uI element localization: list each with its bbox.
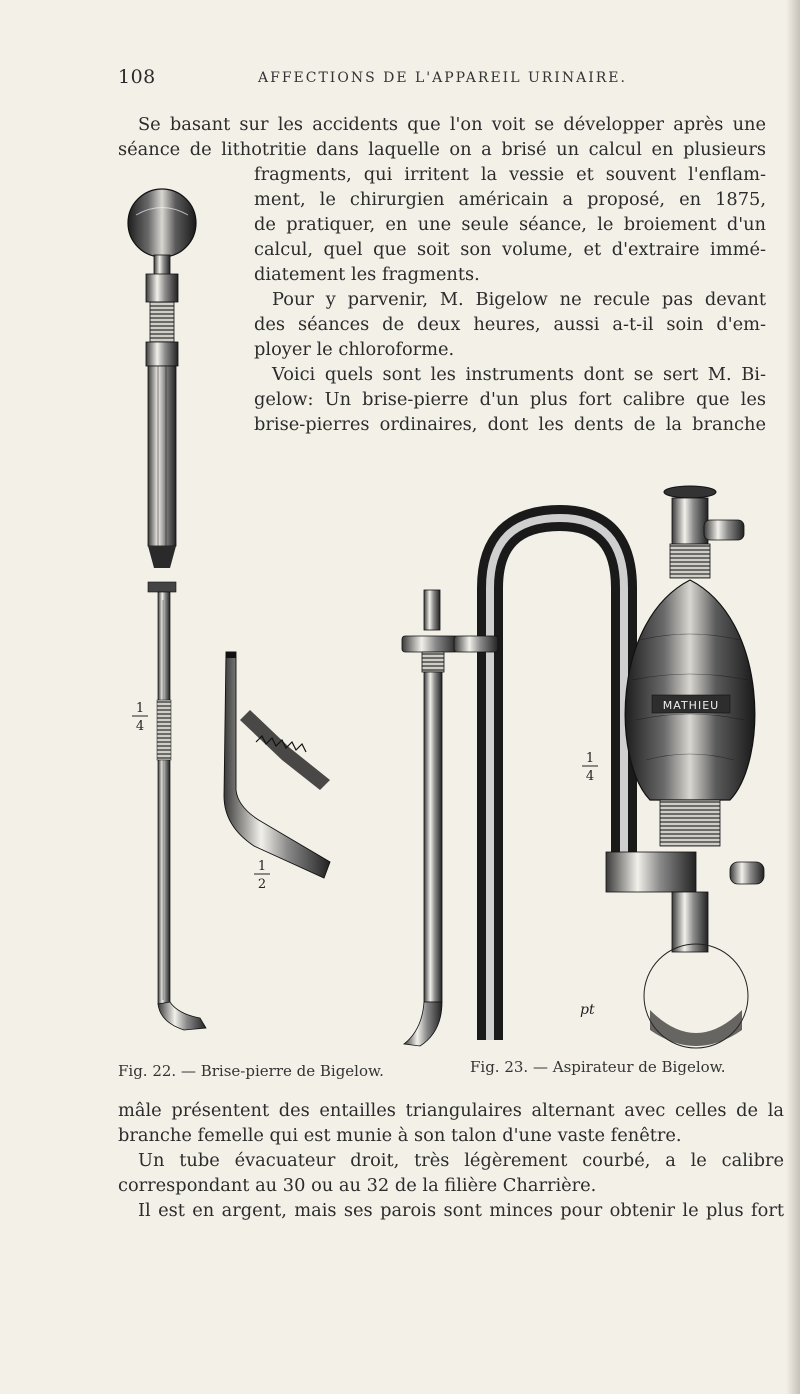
svg-text:4: 4 xyxy=(585,769,595,784)
text-line: mâle présentent des entailles triangulaires alternant avec celles de la xyxy=(118,1100,784,1121)
text-line: branche femelle qui est munie à son talon d'une vaste fenêtre. xyxy=(118,1125,682,1146)
aspirator-illustration xyxy=(454,486,764,1048)
text-line: fragments, qui irritent la vessie et souvent l'enflam- xyxy=(254,164,766,185)
scale-jaw-detail xyxy=(254,859,270,892)
svg-text:2: 2 xyxy=(257,877,267,892)
text-line: Pour y parvenir, M. Bigelow ne recule pas devant xyxy=(272,289,766,310)
jaw-detail-illustration xyxy=(224,652,330,878)
text-line: Se basant sur les accidents que l'on voit se développer après une xyxy=(138,114,766,135)
page-number: 108 xyxy=(118,66,156,88)
text-line: ment, le chirurgien américain a proposé, en 1875, xyxy=(254,189,766,210)
scale-fig23 xyxy=(582,751,598,784)
running-title: AFFECTIONS DE L'APPAREIL URINAIRE. xyxy=(258,70,627,86)
svg-text:1: 1 xyxy=(135,701,145,716)
figure-23-caption: Fig. 23. — Aspirateur de Bigelow. xyxy=(470,1058,726,1076)
paragraph-bottom-1 xyxy=(118,1098,784,1123)
text-line: séance de lithotritie dans laquelle on a brisé un calcul en plusieurs xyxy=(118,139,766,160)
paragraph-bottom-5 xyxy=(138,1198,784,1223)
text-line: correspondant au 30 ou au 32 de la filière Charrière. xyxy=(118,1175,597,1196)
text-line: Voici quels sont les instruments dont se sert M. Bi- xyxy=(272,364,766,385)
figure-22-caption: Fig. 22. — Brise-pierre de Bigelow. xyxy=(118,1062,384,1080)
text-line: gelow: Un brise-pierre d'un plus fort calibre que les xyxy=(254,389,766,410)
engraver-signature: pt xyxy=(580,1002,595,1018)
text-line: des séances de deux heures, aussi a-t-il soin d'em- xyxy=(254,314,766,335)
text-line: brise-pierres ordinaires, dont les dents de la branche xyxy=(254,414,766,435)
svg-text:1: 1 xyxy=(585,751,595,766)
scale-fig22 xyxy=(132,701,148,734)
text-line: de pratiquer, en une seule séance, le broiement d'un xyxy=(254,214,766,235)
maker-mark: MATHIEU xyxy=(662,699,720,712)
text-line: ployer le chloroforme. xyxy=(254,339,455,360)
text-line: Un tube évacuateur droit, très légèrement courbé, a le calibre xyxy=(138,1150,784,1171)
text-line: Il est en argent, mais ses parois sont minces pour obtenir le plus fort xyxy=(138,1200,784,1221)
text-line: calcul, quel que soit son volume, et d'extraire immé- xyxy=(254,239,766,260)
paragraph-bottom-4 xyxy=(118,1173,784,1198)
svg-text:1: 1 xyxy=(257,859,267,874)
paragraph-bottom-2 xyxy=(118,1123,784,1148)
svg-text:4: 4 xyxy=(135,719,145,734)
text-line: diatement les fragments. xyxy=(254,264,480,285)
evacuating-tube-illustration xyxy=(402,590,458,1046)
lithotrite-illustration xyxy=(128,189,206,1030)
paragraph-bottom-3 xyxy=(138,1148,784,1173)
